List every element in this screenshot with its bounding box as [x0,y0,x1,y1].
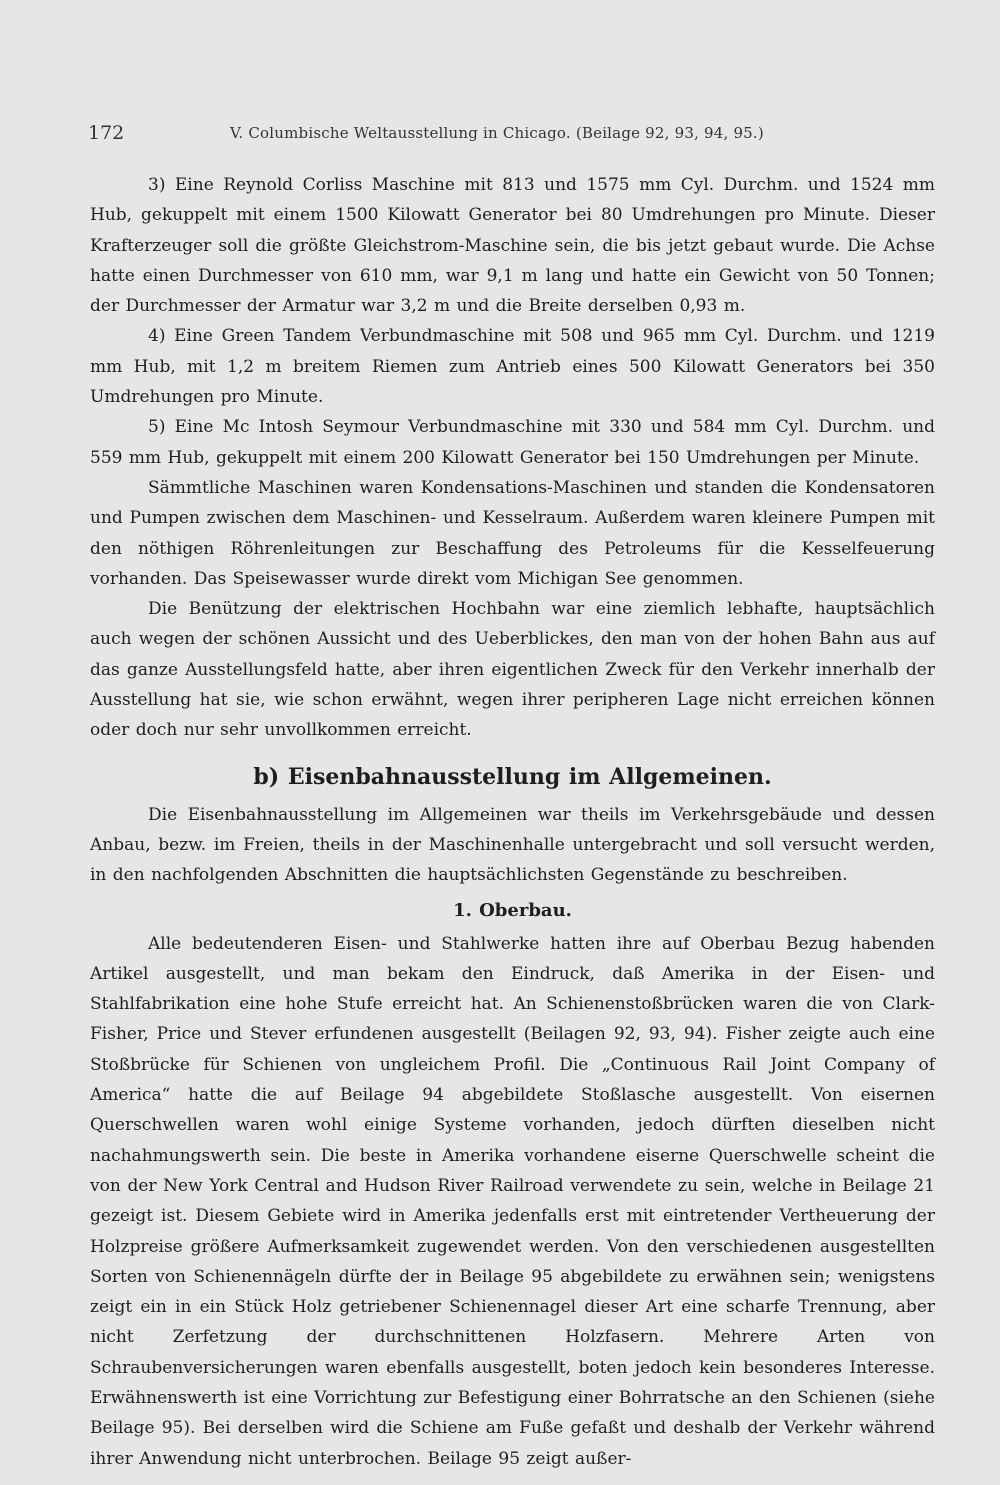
subsection-text: Alle bedeutenderen Eisen- und Stahlwerke hatten ihre auf Oberbau Bezug habenden Artikel ausgestellt, und man bekam den Eindruck, daß Amerika in der Eisen- und Stahlfabrikation eine hohe Stufe erreicht hat. An Schienenstoßbrücken waren die von Clark-Fisher, Price und Stever erfundenen ausgestellt (Beilagen 92, 93, 94). Fisher zeigte auch eine Stoßbrücke für Schienen von ungleichem Profil. Die „Continuous Rail Joint Company of America“ hatte die auf Beilage 94 abgebildete Stoßlasche ausgestellt. Von eisernen Querschwellen waren wohl einige Systeme vorhanden, jedoch dürften dieselben nicht nachahmungswerth sein. Die beste in Amerika vorhandene eiserne Querschwelle scheint die von der New York Central and Hudson River Railroad verwendete zu sein, welche in Beilage 21 gezeigt ist. Diesem Gebiete wird in Amerika jedenfalls erst mit eintretender Vertheuerung der Holzpreise größere Aufmerksamkeit zugewendet werden. Von den verschiedenen ausgestellten Sorten von Schienennägeln dürfte der in Beilage 95 abgebildete zu erwähnen sein; wenigstens zeigt ein in ein Stück Holz getriebener Schienennagel dieser Art eine scharfe Trennung, aber nicht Zerfetzung der durchschnittenen Holzfasern. Mehrere Arten von Schraubenversicherungen waren ebenfalls ausgestellt, boten jedoch kein besonderes Interesse. Erwähnenswerth ist eine Vorrichtung zur Befestigung einer Bohrratsche an den Schienen (siehe Beilage 95). Bei derselben wird die Schiene am Fuße gefaßt und deshalb der Verkehr während ihrer Anwendung nicht unterbrochen. Beilage 95 zeigt außer- [90,933,935,1469]
subsection-heading: 1. Oberbau. [453,899,572,921]
paragraph-reynold-corliss: 3) Eine Reynold Corliss Maschine mit 813 und 1575 mm Cyl. Durchm. und 1524 mm Hub, gekuppelt mit einem 1500 Kilowatt Generator bei 80 Umdrehungen pro Minute. Dieser Krafterzeuger soll die größte Gleichstrom-Maschine sein, die bis jetzt gebaut wurde. Die Achse hatte einen Durchmesser von 610 mm, war 9,1 m lang und hatte ein Gewicht von 50 Tonnen; der Durchmesser der Armatur war 3,2 m und die Breite derselben 0,93 m. [90,175,935,317]
page-number: 172 [88,122,125,144]
paragraph-kondensation: Sämmtliche Maschinen waren Kondensations-Maschinen und standen die Kondensatoren und Pumpen zwischen dem Maschinen- und Kesselraum. Außerdem waren kleinere Pumpen mit den nöthigen Röhrenleitungen zur Beschaffung des Petroleums für die Kesselfeuerung vorhanden. Das Speisewasser wurde direkt vom Michigan See genommen. [90,477,935,589]
page-header [88,122,948,152]
paragraph-hochbahn: Die Benützung der elektrischen Hochbahn war eine ziemlich lebhafte, hauptsächlich auch wegen der schönen Aussicht und des Ueberblickes, den man von der hohen Bahn aus auf das ganze Ausstellungsfeld hatte, aber ihren eigentlichen Zweck für den Verkehr innerhalb der Ausstellung hat sie, wie schon erwähnt, wegen ihrer peripheren Lage nicht erreichen können oder doch nur sehr unvollkommen erreicht. [90,599,935,741]
running-title: V. Columbische Weltausstellung in Chicago. (Beilage 92, 93, 94, 95.) [230,124,764,142]
section-intro: Die Eisenbahnausstellung im Allgemeinen war theils im Verkehrsgebäude und dessen Anbau, bezw. im Freien, theils in der Maschinenhalle untergebracht und soll versucht werden, in den nachfolgenden Abschnitten die hauptsächlichsten Gegenstände zu beschreiben. [90,804,935,886]
section-heading: b) Eisenbahnausstellung im Allgemeinen. [253,763,772,790]
paragraph-mc-intosh: 5) Eine Mc Intosh Seymour Verbundmaschine mit 330 und 584 mm Cyl. Durchm. und 559 mm Hub, gekuppelt mit einem 200 Kilowatt Generator bei 150 Umdrehungen per Minute. [90,417,935,468]
page-body [90,170,935,1474]
paragraph-green-tandem: 4) Eine Green Tandem Verbundmaschine mit 508 und 965 mm Cyl. Durchm. und 1219 mm Hub, mit 1,2 m breitem Riemen zum Antrieb eines 500 Kilowatt Generators bei 350 Umdrehungen pro Minute. [90,326,935,408]
